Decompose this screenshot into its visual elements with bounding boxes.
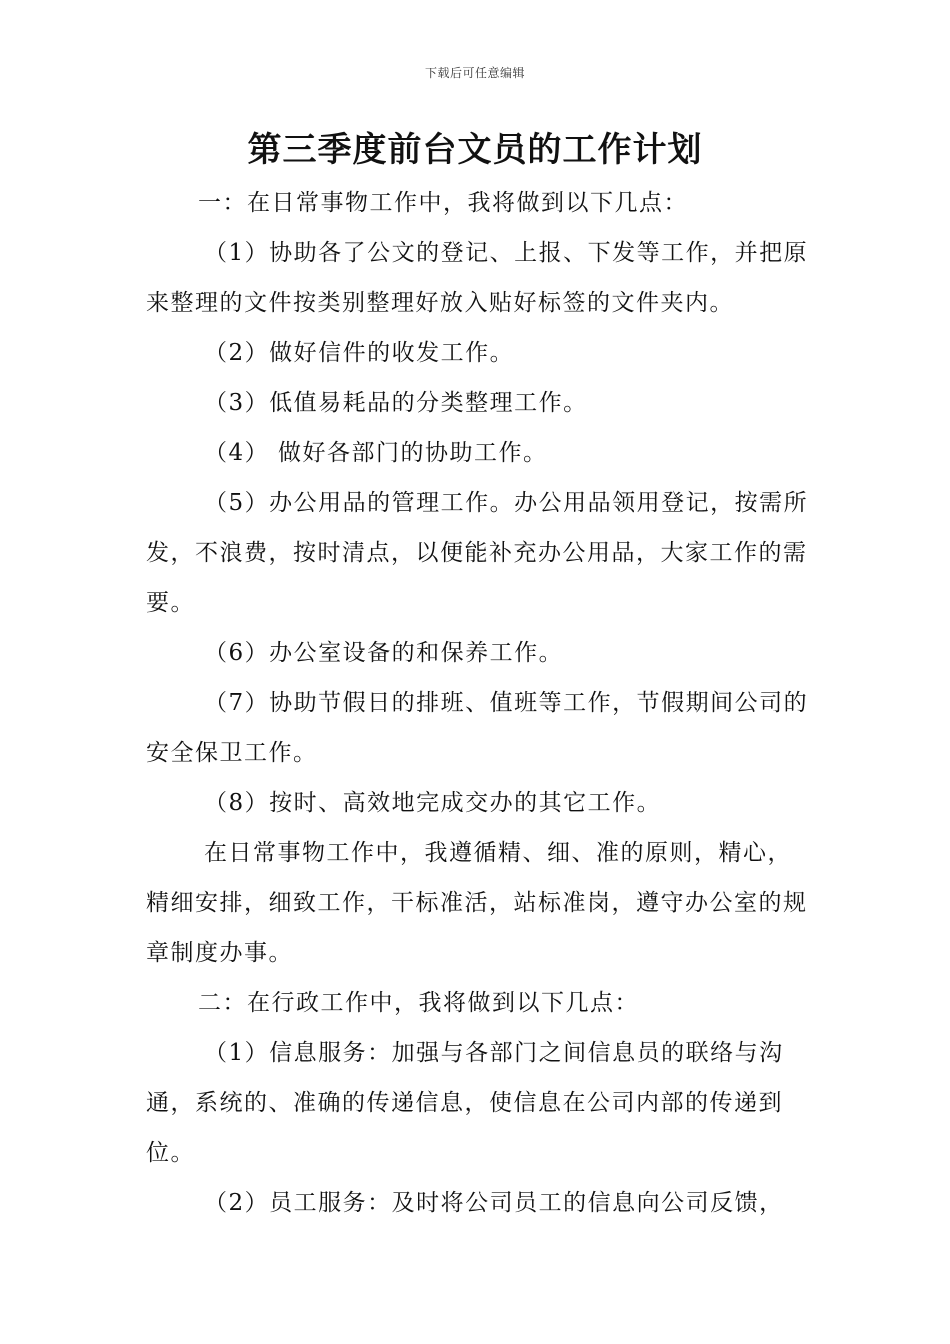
header-note: 下载后可任意编辑 [424, 66, 525, 80]
document-body [146, 178, 810, 1228]
paragraph-item-2-1: （1）信息服务：加强与各部门之间信息员的联络与沟通，系统的、准确的传递信息，使信息在公司内部的传递到位。 [146, 1040, 784, 1166]
section-heading-1: 一：在日常事物工作中，我将做到以下几点： [198, 190, 688, 216]
paragraph-item-7: （7）协助节假日的排班、值班等工作，节假期间公司的安全保卫工作。 [146, 690, 809, 766]
section-heading-2: 二：在行政工作中，我将做到以下几点： [198, 990, 639, 1016]
document-title: 第三季度前台文员的工作计划 [247, 130, 703, 170]
paragraph-summary: 在日常事物工作中，我遵循精、细、准的原则，精心，精细安排，细致工作，干标准活，站标准岗，遵守办公室的规章制度办事。 [146, 840, 808, 966]
paragraph-item-2-2: （2）员工服务：及时将公司员工的信息向公司反馈， [204, 1190, 784, 1216]
paragraph-item-1: （1）协助各了公文的登记、上报、下发等工作，并把原来整理的文件按类别整理好放入贴好标签的文件夹内。 [146, 240, 809, 316]
paragraph-item-5: （5）办公用品的管理工作。办公用品领用登记，按需所发，不浪费，按时清点，以便能补充办公用品，大家工作的需要。 [146, 490, 809, 616]
paragraph-item-2: （2）做好信件的收发工作。 [204, 340, 515, 366]
paragraph-item-6: （6）办公室设备的和保养工作。 [204, 640, 564, 666]
paragraph-item-8: （8）按时、高效地完成交办的其它工作。 [204, 790, 662, 816]
paragraph-item-3: （3）低值易耗品的分类整理工作。 [204, 390, 588, 416]
paragraph-item-4: （4） 做好各部门的协助工作。 [204, 440, 548, 466]
